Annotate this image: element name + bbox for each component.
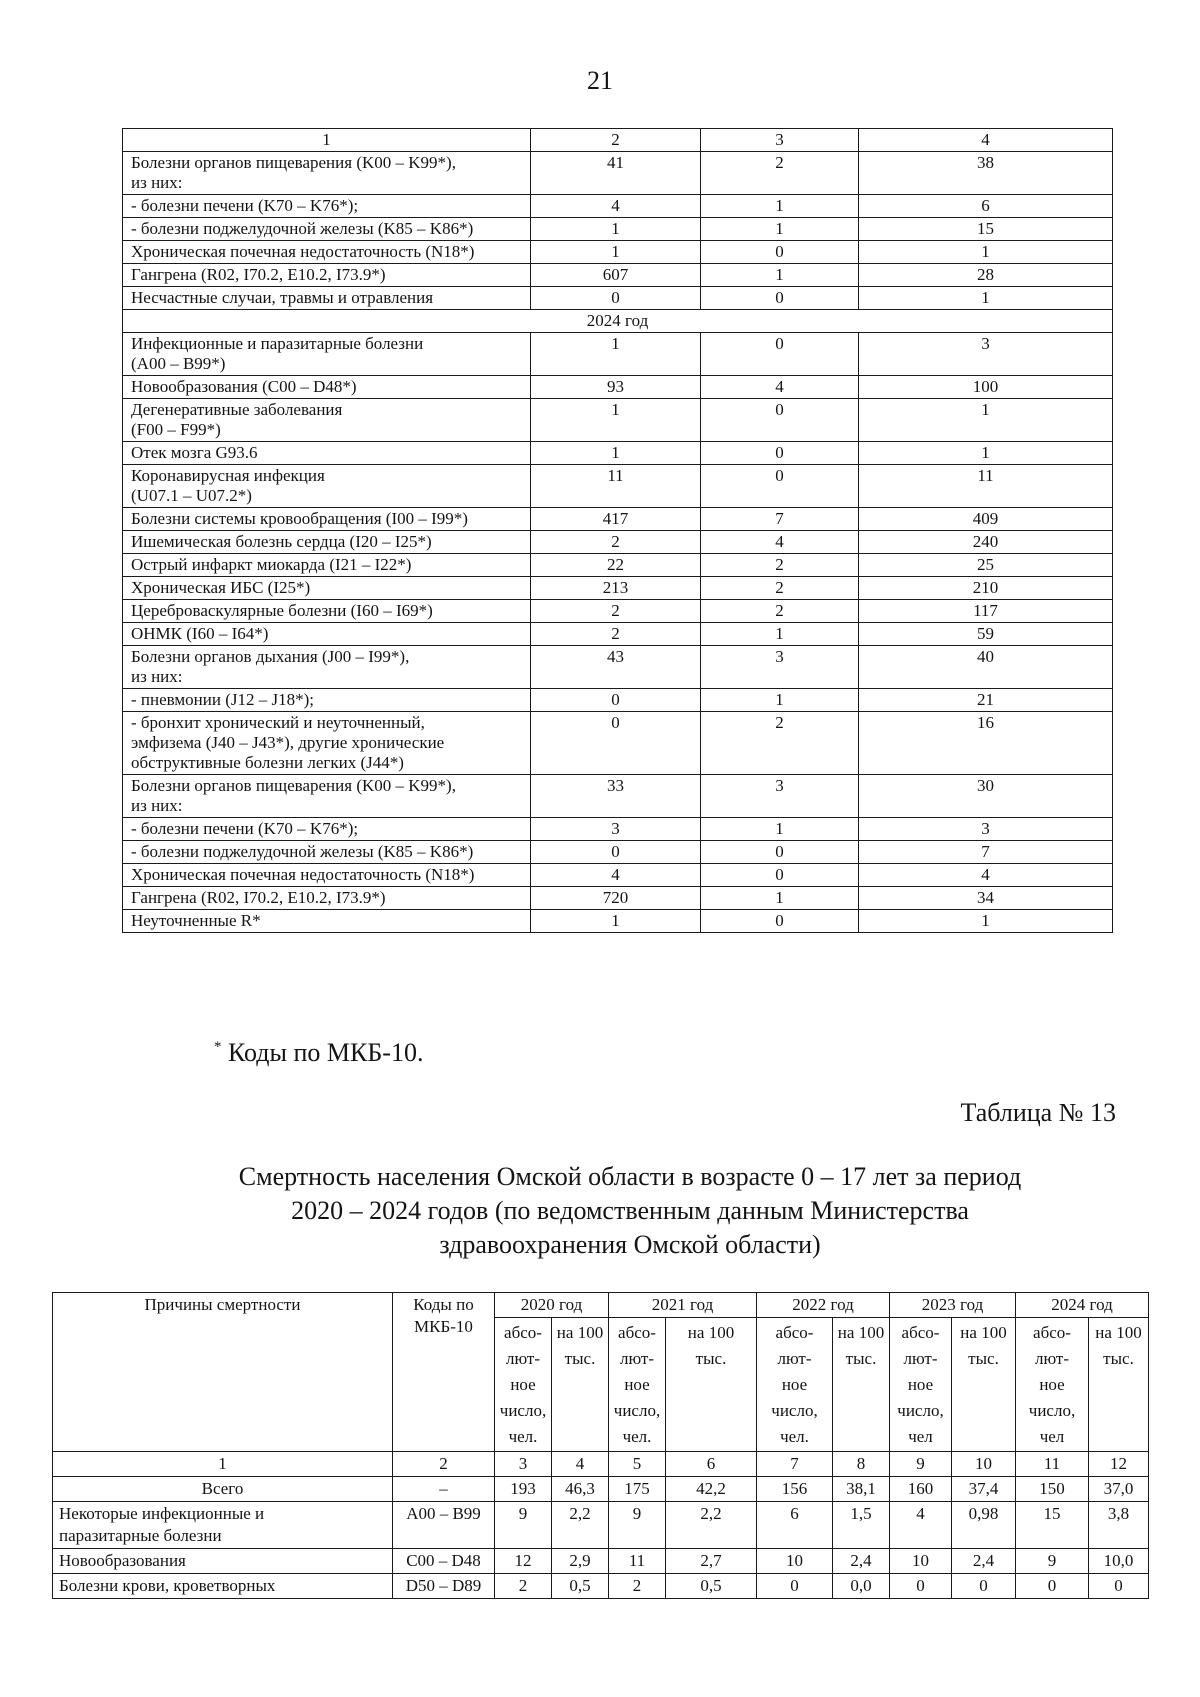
cause-label: Хроническая почечная недостаточность (N18*)	[123, 864, 531, 887]
table-row	[123, 818, 1113, 841]
value-cell: 0	[701, 399, 859, 442]
value-cell: 0	[701, 465, 859, 508]
cause-label: Болезни органов дыхания (J00 – I99*),	[131, 647, 410, 666]
value-cell: 9	[495, 1502, 552, 1549]
table-row	[123, 264, 1113, 287]
column-number: 4	[859, 129, 1113, 152]
value-cell: 0,5	[666, 1574, 757, 1599]
value-cell: 0	[1016, 1574, 1089, 1599]
value-cell: 417	[531, 508, 701, 531]
table-row	[123, 376, 1113, 399]
value-cell: 1	[531, 910, 701, 933]
cause-header: Причины смертности	[53, 1293, 393, 1452]
table-title-line: 2020 – 2024 годов (по ведомственным данным Министерства	[291, 1196, 969, 1225]
table-row	[53, 1549, 1149, 1574]
value-cell: 38,1	[833, 1477, 890, 1502]
value-cell: 10,0	[1089, 1549, 1149, 1574]
value-cell: 213	[531, 577, 701, 600]
value-cell: 0	[757, 1574, 833, 1599]
value-cell: 33	[531, 775, 701, 818]
table-row	[123, 241, 1113, 264]
year-header: 2022 год	[757, 1293, 890, 1318]
cause-label-cont: обструктивные болезни легких (J44*)	[131, 753, 404, 772]
value-cell: 1	[701, 218, 859, 241]
value-cell: 2	[701, 712, 859, 775]
codes-header: Коды по МКБ-10	[393, 1293, 495, 1452]
value-cell: 720	[531, 887, 701, 910]
value-cell: 28	[859, 264, 1113, 287]
value-cell: 2,2	[552, 1502, 609, 1549]
value-cell: 0	[701, 442, 859, 465]
cause-label: - бронхит хронический и неуточненный,	[131, 713, 425, 732]
per-100k-header: на 100 тыс.	[952, 1318, 1016, 1452]
table-header-row	[53, 1293, 1149, 1318]
value-cell: 2	[701, 600, 859, 623]
value-cell: 4	[859, 864, 1113, 887]
value-cell: 0	[952, 1574, 1016, 1599]
table-row	[123, 152, 1113, 195]
cause-label: Новообразования	[53, 1549, 393, 1574]
value-cell: 9	[609, 1502, 666, 1549]
value-cell: 4	[531, 864, 701, 887]
value-cell: 409	[859, 508, 1113, 531]
cause-label: Болезни системы кровообращения (I00 – I99*)	[123, 508, 531, 531]
value-cell: 3	[701, 646, 859, 689]
year-header: 2023 год	[890, 1293, 1016, 1318]
value-cell: 37,4	[952, 1477, 1016, 1502]
cause-label: Новообразования (C00 – D48*)	[123, 376, 531, 399]
column-number: 1	[53, 1452, 393, 1477]
cause-label-cont: паразитарные болезни	[59, 1526, 222, 1545]
column-number: 4	[552, 1452, 609, 1477]
value-cell: 0	[701, 287, 859, 310]
value-cell: 1	[701, 623, 859, 646]
cause-label: Инфекционные и паразитарные болезни	[131, 334, 424, 353]
value-cell: 11	[531, 465, 701, 508]
value-cell: 0	[531, 841, 701, 864]
table-row	[123, 442, 1113, 465]
causes-table-continued	[122, 128, 1113, 933]
table-row	[123, 399, 1113, 442]
value-cell: 42,2	[666, 1477, 757, 1502]
footnote	[214, 1038, 423, 1068]
value-cell: 0	[701, 910, 859, 933]
value-cell: 607	[531, 264, 701, 287]
value-cell: 3	[859, 818, 1113, 841]
value-cell: 2,2	[666, 1502, 757, 1549]
value-cell: 1	[859, 442, 1113, 465]
value-cell: 0	[531, 689, 701, 712]
cause-label: Болезни органов пищеварения (K00 – K99*),	[131, 153, 456, 172]
value-cell: 1	[701, 689, 859, 712]
column-number: 7	[757, 1452, 833, 1477]
value-cell: 21	[859, 689, 1113, 712]
icd-code: A00 – B99	[393, 1502, 495, 1549]
cause-label: Дегенеративные заболевания	[131, 400, 343, 419]
table-row	[53, 1477, 1149, 1502]
value-cell: 40	[859, 646, 1113, 689]
value-cell: 22	[531, 554, 701, 577]
value-cell: 38	[859, 152, 1113, 195]
table-row	[123, 333, 1113, 376]
value-cell: 41	[531, 152, 701, 195]
value-cell: 240	[859, 531, 1113, 554]
value-cell: 12	[495, 1549, 552, 1574]
table-row	[123, 623, 1113, 646]
table-row	[123, 689, 1113, 712]
footnote-mark: *	[214, 1039, 222, 1055]
table-row	[123, 577, 1113, 600]
column-number: 3	[495, 1452, 552, 1477]
table-row	[123, 887, 1113, 910]
value-cell: 3	[531, 818, 701, 841]
value-cell: 10	[890, 1549, 952, 1574]
value-cell: 0,0	[833, 1574, 890, 1599]
table-label: Таблица № 13	[960, 1098, 1116, 1127]
absolute-number-header: абсо- лют- ное число, чел	[1016, 1318, 1089, 1452]
table-row	[123, 465, 1113, 508]
table-row	[123, 531, 1113, 554]
value-cell: 46,3	[552, 1477, 609, 1502]
value-cell: 10	[757, 1549, 833, 1574]
cause-label: Гангрена (R02, I70.2, E10.2, I73.9*)	[123, 887, 531, 910]
table-row	[123, 195, 1113, 218]
value-cell: 1	[701, 195, 859, 218]
cause-label: Отек мозга G93.6	[123, 442, 531, 465]
page-number: 21	[587, 66, 613, 95]
per-100k-header: на 100 тыс.	[552, 1318, 609, 1452]
cause-label: Хроническая ИБС (I25*)	[123, 577, 531, 600]
cause-label-cont: (A00 – B99*)	[131, 354, 226, 373]
column-number: 1	[123, 129, 531, 152]
value-cell: 37,0	[1089, 1477, 1149, 1502]
column-number-row	[53, 1452, 1149, 1477]
value-cell: 210	[859, 577, 1113, 600]
cause-label-cont: (F00 – F99*)	[131, 420, 221, 439]
column-number: 2	[531, 129, 701, 152]
absolute-number-header: абсо- лют- ное число, чел.	[495, 1318, 552, 1452]
value-cell: 1	[531, 241, 701, 264]
value-cell: 3,8	[1089, 1502, 1149, 1549]
value-cell: 15	[1016, 1502, 1089, 1549]
column-number: 10	[952, 1452, 1016, 1477]
table-row	[123, 646, 1113, 689]
cause-label: Болезни органов пищеварения (K00 – K99*),	[131, 776, 456, 795]
table-row	[123, 508, 1113, 531]
value-cell: 156	[757, 1477, 833, 1502]
value-cell: 2	[531, 623, 701, 646]
cause-label: - болезни печени (K70 – K76*);	[123, 195, 531, 218]
absolute-number-header: абсо- лют- ное число, чел.	[757, 1318, 833, 1452]
value-cell: 1	[531, 333, 701, 376]
value-cell: 0	[701, 841, 859, 864]
value-cell: 2	[701, 152, 859, 195]
value-cell: 0	[701, 864, 859, 887]
value-cell: 1	[859, 287, 1113, 310]
cause-label: Несчастные случаи, травмы и отравления	[123, 287, 531, 310]
value-cell: 30	[859, 775, 1113, 818]
absolute-number-header: абсо- лют- ное число, чел.	[609, 1318, 666, 1452]
value-cell: 0	[531, 287, 701, 310]
table-row	[123, 554, 1113, 577]
value-cell: 175	[609, 1477, 666, 1502]
cause-label: Болезни крови, кроветворных	[53, 1574, 393, 1599]
table-row	[123, 864, 1113, 887]
value-cell: 11	[609, 1549, 666, 1574]
cause-label: Острый инфаркт миокарда (I21 – I22*)	[123, 554, 531, 577]
cause-label: ОНМК (I60 – I64*)	[123, 623, 531, 646]
value-cell: 25	[859, 554, 1113, 577]
cause-label-cont: эмфизема (J40 – J43*), другие хронические	[131, 733, 445, 752]
value-cell: 100	[859, 376, 1113, 399]
value-cell: 2,4	[952, 1549, 1016, 1574]
value-cell: 15	[859, 218, 1113, 241]
value-cell: 0	[1089, 1574, 1149, 1599]
table-row	[123, 600, 1113, 623]
value-cell: 1	[531, 399, 701, 442]
absolute-number-header: абсо- лют- ное число, чел	[890, 1318, 952, 1452]
table-row	[123, 910, 1113, 933]
cause-label: Ишемическая болезнь сердца (I20 – I25*)	[123, 531, 531, 554]
value-cell: 2	[531, 531, 701, 554]
value-cell: 2	[701, 554, 859, 577]
cause-label: Неуточненные R*	[123, 910, 531, 933]
table-row	[123, 712, 1113, 775]
table-row	[123, 287, 1113, 310]
cause-label-cont: (U07.1 – U07.2*)	[131, 486, 252, 505]
value-cell: 1	[701, 264, 859, 287]
value-cell: 193	[495, 1477, 552, 1502]
table-header-row	[123, 129, 1113, 152]
icd-code: C00 – D48	[393, 1549, 495, 1574]
value-cell: 2,7	[666, 1549, 757, 1574]
column-number: 12	[1089, 1452, 1149, 1477]
value-cell: 4	[531, 195, 701, 218]
value-cell: 0,5	[552, 1574, 609, 1599]
table-row	[123, 775, 1113, 818]
year-header: 2021 год	[609, 1293, 757, 1318]
cause-label: Гангрена (R02, I70.2, E10.2, I73.9*)	[123, 264, 531, 287]
cause-label: - болезни печени (K70 – K76*);	[123, 818, 531, 841]
value-cell: 160	[890, 1477, 952, 1502]
per-100k-header: на 100 тыс.	[1089, 1318, 1149, 1452]
cause-label-cont: из них:	[131, 173, 183, 192]
value-cell: 7	[859, 841, 1113, 864]
value-cell: 0	[701, 241, 859, 264]
value-cell: 11	[859, 465, 1113, 508]
value-cell: 2	[495, 1574, 552, 1599]
year-header: 2020 год	[495, 1293, 609, 1318]
column-number: 2	[393, 1452, 495, 1477]
value-cell: 2,4	[833, 1549, 890, 1574]
column-number: 8	[833, 1452, 890, 1477]
value-cell: 3	[701, 775, 859, 818]
year-section-row	[123, 310, 1113, 333]
value-cell: 2,9	[552, 1549, 609, 1574]
cause-label-cont: из них:	[131, 667, 183, 686]
value-cell: 2	[701, 577, 859, 600]
cause-label: Коронавирусная инфекция	[131, 466, 325, 485]
value-cell: 150	[1016, 1477, 1089, 1502]
cause-label: - болезни поджелудочной железы (K85 – K86*)	[123, 841, 531, 864]
value-cell: 1	[531, 218, 701, 241]
column-number: 3	[701, 129, 859, 152]
icd-code: D50 – D89	[393, 1574, 495, 1599]
value-cell: 93	[531, 376, 701, 399]
value-cell: 34	[859, 887, 1113, 910]
child-mortality-table	[52, 1292, 1149, 1599]
column-number: 6	[666, 1452, 757, 1477]
value-cell: 0	[890, 1574, 952, 1599]
cause-label: Некоторые инфекционные и	[59, 1504, 265, 1523]
column-number: 11	[1016, 1452, 1089, 1477]
year-header: 2024 год	[1016, 1293, 1149, 1318]
table-title-line: здравоохранения Омской области)	[439, 1230, 821, 1259]
cause-label: Хроническая почечная недостаточность (N18*)	[123, 241, 531, 264]
value-cell: 1,5	[833, 1502, 890, 1549]
value-cell: 6	[859, 195, 1113, 218]
value-cell: 1	[701, 818, 859, 841]
column-number: 5	[609, 1452, 666, 1477]
value-cell: 43	[531, 646, 701, 689]
table-title-line: Смертность населения Омской области в возрасте 0 – 17 лет за период	[238, 1162, 1022, 1191]
value-cell: 4	[701, 531, 859, 554]
value-cell: 1	[859, 399, 1113, 442]
value-cell: 1	[701, 887, 859, 910]
value-cell: 6	[757, 1502, 833, 1549]
value-cell: 4	[701, 376, 859, 399]
value-cell: 7	[701, 508, 859, 531]
table-title	[190, 1160, 1070, 1262]
value-cell: 1	[531, 442, 701, 465]
value-cell: 2	[609, 1574, 666, 1599]
value-cell: 0	[701, 333, 859, 376]
cause-label: Всего	[53, 1477, 393, 1502]
cause-label: - болезни поджелудочной железы (K85 – K86*)	[123, 218, 531, 241]
value-cell: 117	[859, 600, 1113, 623]
value-cell: 9	[1016, 1549, 1089, 1574]
value-cell: 3	[859, 333, 1113, 376]
per-100k-header: на 100 тыс.	[666, 1318, 757, 1452]
per-100k-header: на 100 тыс.	[833, 1318, 890, 1452]
year-section-label: 2024 год	[123, 310, 1113, 333]
table-row	[123, 841, 1113, 864]
value-cell: 59	[859, 623, 1113, 646]
icd-code: –	[393, 1477, 495, 1502]
cause-label: Цереброваскулярные болезни (I60 – I69*)	[123, 600, 531, 623]
footnote-text: Коды по МКБ-10.	[221, 1038, 424, 1067]
table-row	[123, 218, 1113, 241]
value-cell: 0,98	[952, 1502, 1016, 1549]
table-row	[53, 1574, 1149, 1599]
value-cell: 2	[531, 600, 701, 623]
value-cell: 1	[859, 910, 1113, 933]
column-number: 9	[890, 1452, 952, 1477]
value-cell: 1	[859, 241, 1113, 264]
value-cell: 0	[531, 712, 701, 775]
value-cell: 4	[890, 1502, 952, 1549]
value-cell: 16	[859, 712, 1113, 775]
table-row	[53, 1502, 1149, 1549]
cause-label: - пневмонии (J12 – J18*);	[123, 689, 531, 712]
cause-label-cont: из них:	[131, 796, 183, 815]
